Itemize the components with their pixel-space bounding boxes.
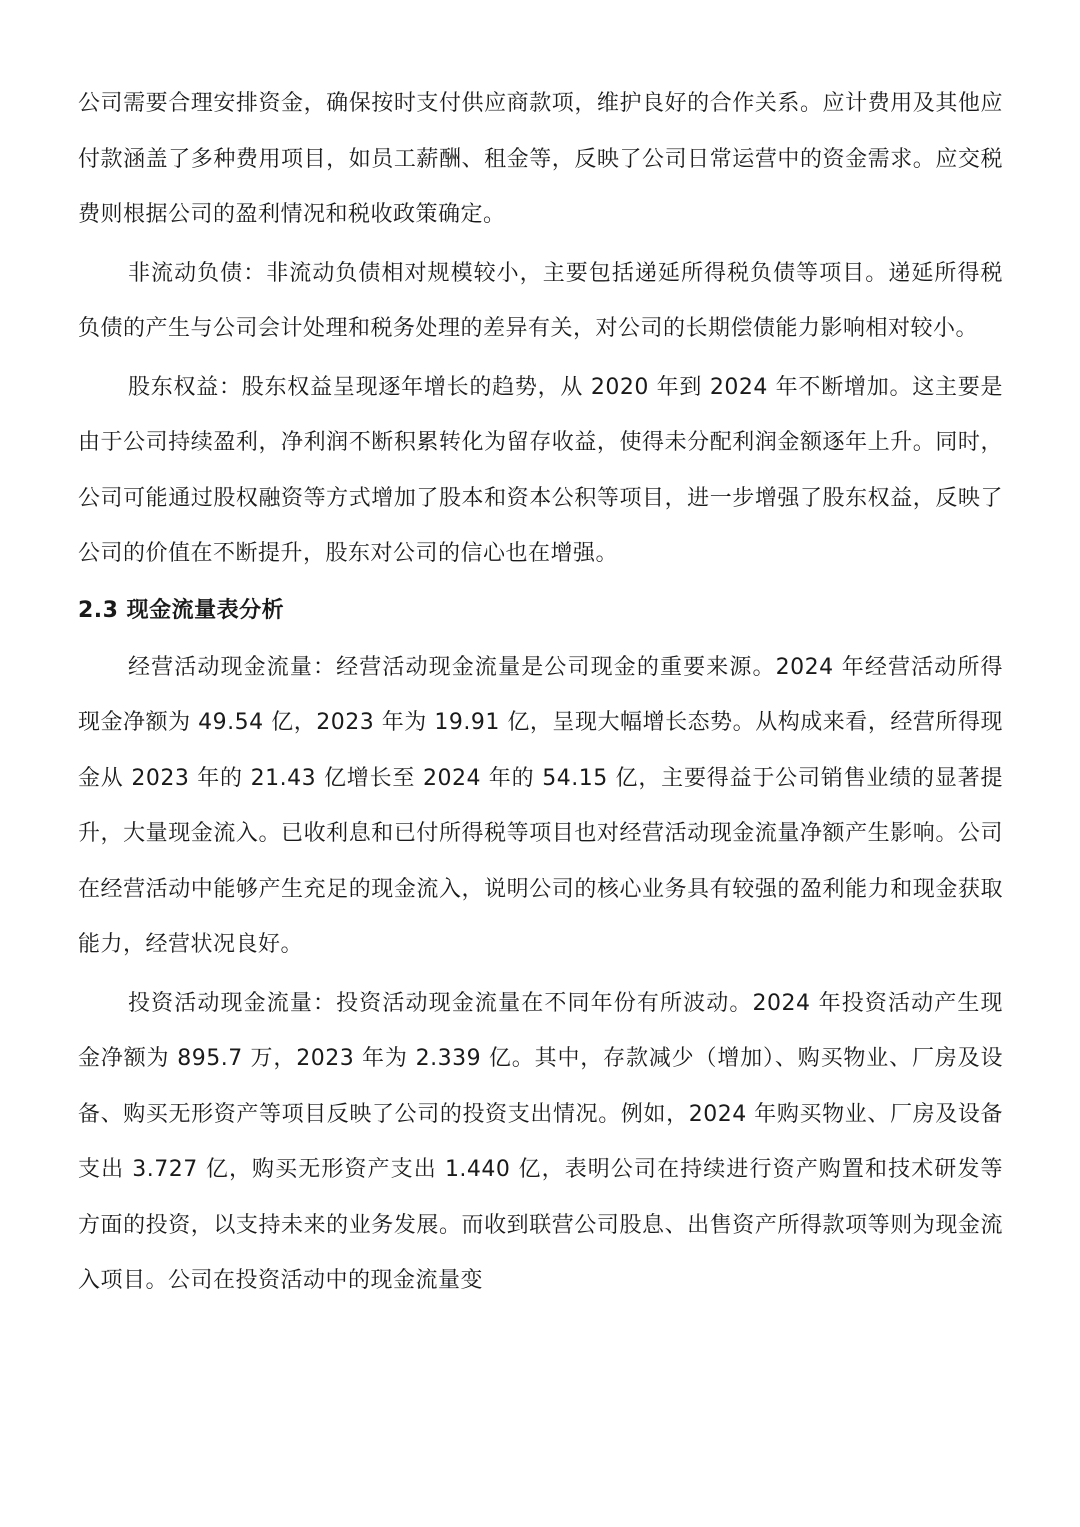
paragraph-investing-cash-flow: 投资活动现金流量：投资活动现金流量在不同年份有所波动。2024 年投资活动产生现金净额为 895.7 万，2023 年为 2.339 亿。其中，存款减少（增加）、购买物业、厂房及设备、购买无形资产等项目反映了公司的投资支出情况。例如，2024 年购买物业、厂房及设备支出 3.727 亿，购买无形资产支出 1.440 亿，表明公司在持续进行资产购置和技术研发等方面的投资，以支持未来的业务发展。而收到联营公司股息、出售资产所得款项等则为现金流入项目。公司在投资活动中的现金流量变 (78, 990, 1003, 1293)
paragraph-shareholder-equity: 股东权益：股东权益呈现逐年增长的趋势，从 2020 年到 2024 年不断增加。这主要是由于公司持续盈利，净利润不断积累转化为留存收益，使得未分配利润金额逐年上升。同时，公司可能通过股权融资等方式增加了股本和资本公积等项目，进一步增强了股东权益，反映了公司的价值在不断提升，股东对公司的信心也在增强。 (78, 374, 1003, 566)
document-page (78, 0, 1003, 1309)
paragraph-operating-cash-flow: 经营活动现金流量：经营活动现金流量是公司现金的重要来源。2024 年经营活动所得现金净额为 49.54 亿，2023 年为 19.91 亿，呈现大幅增长态势。从构成来看，经营所得现金从 2023 年的 21.43 亿增长至 2024 年的 54.15 亿，主要得益于公司销售业绩的显著提升，大量现金流入。已收利息和已付所得税等项目也对经营活动现金流量净额产生影响。公司在经营活动中能够产生充足的现金流入，说明公司的核心业务具有较强的盈利能力和现金获取能力，经营状况良好。 (78, 654, 1003, 957)
paragraph-non-current-liabilities: 非流动负债：非流动负债相对规模较小，主要包括递延所得税负债等项目。递延所得税负债的产生与公司会计处理和税务处理的差异有关，对公司的长期偿债能力影响相对较小。 (78, 260, 1003, 341)
paragraph-continued: 公司需要合理安排资金，确保按时支付供应商款项，维护良好的合作关系。应计费用及其他应付款涵盖了多种费用项目，如员工薪酬、租金等，反映了公司日常运营中的资金需求。应交税费则根据公司的盈利情况和税收政策确定。 (78, 91, 1003, 227)
section-heading-cash-flow: 2.3 现金流量表分析 (78, 597, 285, 623)
